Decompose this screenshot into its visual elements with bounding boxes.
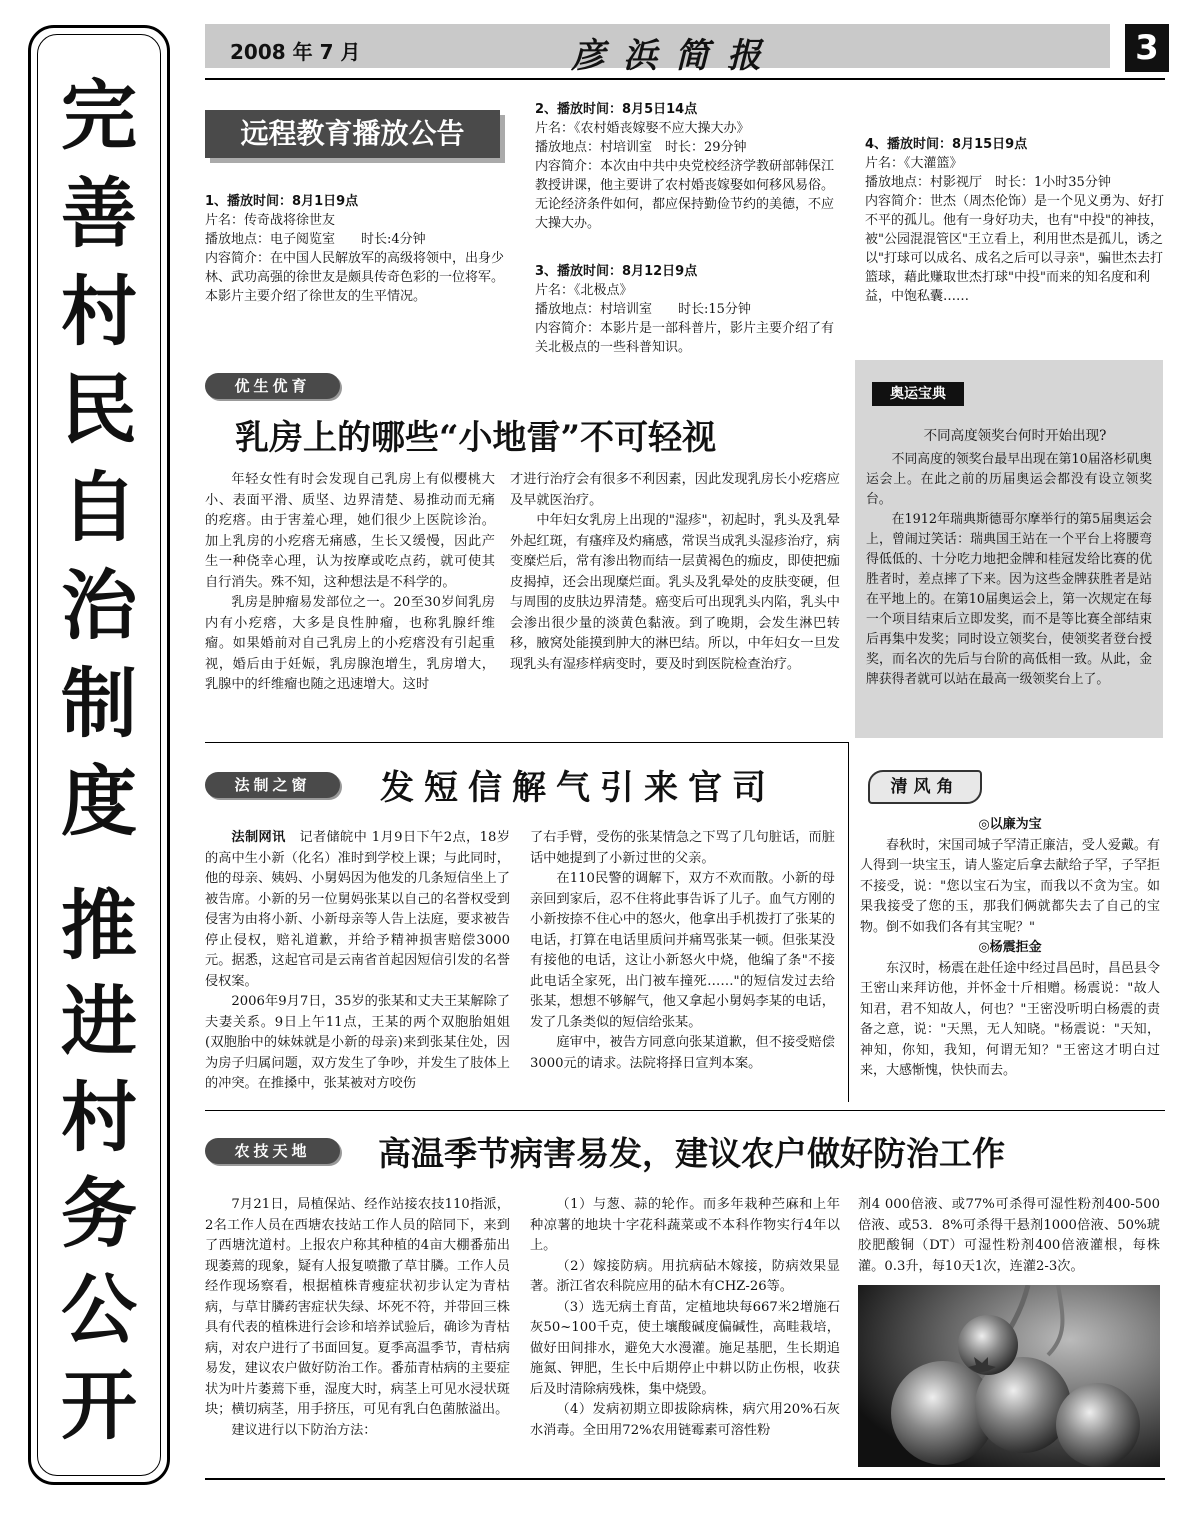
paragraph: 东汉时，杨震在赴任途中经过昌邑时，昌邑县令王密山来拜访他，并怀金十斤相赠。杨震说："故人知君，君不知故人，何也？"王密没听明白杨震的责备之意，说："天黑，无人知晓。"杨震说："天知，神知，你知，我知，何谓无知？"王密这才明白过来，大感惭愧，快快而去。 — [860, 960, 1160, 1078]
paragraph: （3）选无病土育苗，定植地块每667米2增施石灰50~100千克，使土壤酸碱度偏碱性，高畦栽培，做好田间排水，避免大水漫灌。施足基肥，生长期追施氮、钾肥，生长中后期停止中耕以防止伤根，收获后及时清除病残株，集中烧毁。 — [530, 1299, 840, 1397]
broadcast-film: 片名：传奇战将徐世友 — [205, 213, 336, 228]
paragraph: （4）发病初期立即拔除病株，病穴用20%石灰水消毒。全田用72%农用链霉素可溶性粉 — [530, 1402, 840, 1438]
broadcast-intro: 内容简介：世杰（周杰伦饰）是一个见义勇为、好打不平的孤儿。他有一身好功夫，也有"中投"的神技，被"公园混混管区"王立看上，利用世杰是孤儿，诱之以"打球可以成名、成名之后可以寻亲"，骗世杰去打篮球，藉此赚取世杰打球"中投"而来的知名度和利益，中饱私囊…… — [865, 194, 1165, 304]
paragraph: 在1912年瑞典斯德哥尔摩举行的第5届奥运会上，曾闹过笑话：瑞典国王站在一个平台上将腰弯得低低的、十分吃力地把金牌和桂冠发给比赛的优胜者时，差点摔了下来。因为这些金牌获胜者是站在平地上的。在第10届奥运会上，第一次规定在每一个项目结束后立即发奖，而不是等比赛全部结束后再集中发奖；同时设立领奖台，使领奖者登台授奖，而名次的先后与台阶的高低相一致。从此，金牌获得者就可以站在最高一级领奖台上了。 — [866, 512, 1152, 687]
story-title: ◎以廉为宝 — [978, 817, 1042, 832]
paragraph — [205, 828, 510, 992]
paragraph: 了右手臂，受伤的张某情急之下骂了几句脏话，而脏话中她提到了小新过世的父亲。 — [530, 830, 835, 866]
qingfeng-text — [860, 815, 1160, 1082]
paragraph: 2006年9月7日，35岁的张某和丈夫王某解除了夫妻关系。9日上午11点，王某的两个双胞胎姐姐(双胞胎中的妹妹就是小新的母亲)来到张某住处，因为房子归属问题，双方发生了争吵，并发生了肢体上的冲突。在推搡中，张某被对方咬伤 — [205, 994, 510, 1091]
qingfeng-tag: 清风角 — [868, 770, 982, 804]
side-slogan-char: 完 — [61, 71, 137, 160]
health-section-tag: 优生优育 — [205, 373, 340, 399]
side-slogan-char: 进 — [61, 977, 137, 1066]
broadcast-item-1 — [205, 192, 505, 306]
broadcast-film: 片名：《大灌篮》 — [865, 156, 963, 171]
broadcast-item-2 — [535, 100, 835, 233]
side-slogan-char: 务 — [61, 1169, 137, 1258]
agri-section-tag: 农技天地 — [205, 1138, 340, 1164]
bottom-rule — [205, 1478, 1165, 1480]
side-slogan-char: 民 — [61, 365, 137, 454]
law-lead-label: 法制网讯 — [231, 830, 286, 845]
broadcast-time: 3、播放时间：8月12日9点 — [535, 264, 698, 279]
agri-headline: 高温季节病害易发，建议农户做好防治工作 — [378, 1134, 1005, 1173]
section-divider — [205, 1110, 1165, 1111]
paragraph: 中年妇女乳房上出现的"湿疹"，初起时，乳头及乳晕外起红斑，有瘙痒及灼痛感，常误当成乳头湿疹治疗，病变糜烂后，常有渗出物而结一层黄褐色的痂皮，即使把痂皮揭掉，还会出现糜烂面。乳头及乳晕处的皮肤变硬，但与周围的皮肤边界清楚。癌变后可出现乳头内陷，乳头中会渗出很少量的淡黄色黏液。到了晚期，会发生淋巴转移，腋窝处能摸到肿大的淋巴结。所以，中年妇女一旦发现乳头有湿疹样病变时，要及时到医院检查治疗。 — [510, 513, 840, 672]
broadcast-place: 播放地点：电子阅览室 时长:4分钟 — [205, 232, 426, 247]
side-slogan-char: 自 — [61, 463, 137, 552]
paragraph: 才进行治疗会有很多不利因素，因此发现乳房长小疙瘩应及早就医治疗。 — [510, 472, 840, 508]
paragraph: （2）嫁接防病。用抗病砧木嫁接，防病效果显著。浙江省农科院应用的砧木有CHZ-26等。 — [530, 1258, 840, 1294]
broadcast-title: 远程教育播放公告 — [205, 110, 500, 158]
side-slogan-banner — [28, 25, 170, 1485]
broadcast-intro: 内容简介：本影片是一部科普片，影片主要介绍了有关北极点的一些科普知识。 — [535, 321, 835, 355]
law-column-1 — [205, 828, 510, 1095]
side-slogan-char: 村 — [61, 1073, 137, 1162]
side-slogan-char: 村 — [61, 267, 137, 356]
side-slogan-char: 制 — [61, 659, 137, 748]
health-column-1 — [205, 470, 495, 696]
paragraph: 建议进行以下防治方法： — [231, 1422, 377, 1438]
broadcast-item-3 — [535, 262, 835, 357]
broadcast-item-4 — [865, 135, 1165, 306]
story-title: ◎杨震拒金 — [978, 940, 1042, 955]
paragraph: 剂4 000倍液、或77%可杀得可湿性粉剂400-500倍液、或53．8%可杀得干悬剂1000倍液、50%琥胶肥酸铜（DT）可湿性粉剂400倍液灌根，每株灌。0.3升，每10天1次，连灌2-3次。 — [858, 1197, 1160, 1274]
issue-date: 2008 年 7 月 — [230, 40, 361, 64]
broadcast-intro: 内容简介：本次由中共中央党校经济学教研部韩保江教授讲课，他主要讲了农村婚丧嫁娶如何移风易俗。无论经济条件如何，都应保持勤俭节约的美德，不应大操大办。 — [535, 159, 835, 231]
paragraph: 年轻女性有时会发现自己乳房上有似樱桃大小、表面平滑、质坚、边界清楚、易推动而无痛的疙瘩。由于害羞心理，她们很少上医院诊治。加上乳房的小疙瘩无痛感，生长又缓慢，因此产生一种侥幸心理，认为按摩或吃点药，就可使其自行消失。殊不知，这种想法是不科学的。 — [205, 472, 495, 590]
broadcast-place: 播放地点：村影视厅 时长：1小时35分钟 — [865, 175, 1111, 190]
broadcast-film: 片名：《农村婚丧嫁娶不应大操大办》 — [535, 121, 750, 136]
broadcast-place: 播放地点：村培训室 时长:15分钟 — [535, 302, 751, 317]
column-divider — [848, 742, 849, 1102]
paragraph: 在110民警的调解下，双方不欢而散。小新的母亲回到家后，忍不住将此事告诉了儿子。血气方刚的小新按捺不住心中的怒火，他拿出手机拨打了张某的电话，打算在电话里质问并痛骂张某一顿。但张某没有接他的电话，这让小新怒火中烧，他编了条"不接此电话全家死，出门被车撞死……"的短信发过去给张某，想想不够解气，他又拿起小舅妈李某的电话，发了几条类似的短信给张某。 — [530, 871, 835, 1030]
side-slogan-char: 善 — [61, 169, 137, 258]
broadcast-intro: 内容简介：在中国人民解放军的高级将领中，出身少林、武功高强的徐世友是颇具传奇色彩的一位将军。本影片主要介绍了徐世友的生平情况。 — [205, 251, 505, 304]
broadcast-time: 4、播放时间：8月15日9点 — [865, 137, 1028, 152]
olympic-tag: 奥运宝典 — [872, 382, 964, 406]
paragraph: 7月21日，局植保站、经作站接农技110指派，2名工作人员在西塘农技站工作人员的陪同下，来到了西塘沈道村。上报农户称其种植的4亩大棚番茄出现萎蔫的现象，疑有人报复喷撒了草甘膦。工作人员经作现场察看，根据植株青瘦症状初步认定为青枯病，与草甘膦药害症状失绿、坏死不符，并带回三株具有代表的植株进行会诊和培养试验后，确诊为青枯病，对农户进行了书面回复。夏季高温季节，青枯病易发，建议农户做好防治工作。番茄青枯病的主要症状为叶片萎蔫下垂，湿度大时，病茎上可见水浸状斑块；横切病茎，用手挤压，可见有乳白色菌脓溢出。 — [205, 1197, 510, 1417]
tomato-photo — [858, 1285, 1160, 1467]
section-divider — [205, 742, 848, 743]
broadcast-place: 播放地点：村培训室 时长：29分钟 — [535, 140, 747, 155]
masthead-rule — [205, 78, 1165, 80]
paragraph: 不同高度的领奖台最早出现在第10届洛杉矶奥运会上。在此之前的历届奥运会都没有设立领奖台。 — [866, 452, 1152, 507]
side-slogan-char: 治 — [61, 561, 137, 650]
side-slogan-char: 推 — [61, 881, 137, 970]
law-lead-text: 记者储皖中 1月9日下午2点，18岁的高中生小新（化名）准时到学校上课；与此同时，他的母亲、姨妈、小舅妈因为他发的几条短信坐上了被告席。小新的另一位舅妈张某以自己的名誉权受到侵害为由将小新、小新母亲等人告上法庭，要求被告停止侵权，赔礼道歉，并给予精神损害赔偿3000元。据悉，这起官司是云南省首起因短信引发的名誉侵权案。 — [205, 830, 511, 989]
agri-column-2 — [530, 1195, 840, 1441]
side-slogan-char: 度 — [61, 757, 137, 846]
paragraph: 乳房是肿瘤易发部位之一。20至30岁间乳房内有小疙瘩，大多是良性肿瘤，也称乳腺纤维瘤。如果婚前对自己乳房上的小疙瘩没有引起重视，婚后由于妊娠，乳房腺泡增生，乳房增大，乳腺中的纤维瘤也随之迅速增大。这时 — [205, 595, 495, 692]
paper-name: 彦浜简报 — [571, 36, 779, 76]
side-slogan-char: 公 — [61, 1265, 137, 1354]
broadcast-time: 1、播放时间：8月1日9点 — [205, 194, 359, 209]
agri-column-3 — [858, 1195, 1160, 1277]
broadcast-film: 片名：《北极点》 — [535, 283, 633, 298]
olympic-question: 不同高度领奖台何时开始出现? — [923, 428, 1107, 444]
broadcast-time: 2、播放时间：8月5日14点 — [535, 102, 698, 117]
page-number: 3 — [1125, 24, 1169, 72]
paragraph: 庭审中，被告方同意向张某道歉，但不接受赔偿3000元的请求。法院将择日宣判本案。 — [530, 1035, 835, 1071]
law-section-tag: 法制之窗 — [205, 772, 340, 798]
law-column-2 — [530, 828, 835, 1074]
side-slogan-char: 开 — [61, 1361, 137, 1450]
agri-column-1 — [205, 1195, 510, 1441]
health-column-2 — [510, 470, 840, 675]
olympic-text — [866, 450, 1152, 690]
law-headline: 发短信解气引来官司 — [380, 768, 776, 808]
paragraph: 春秋时，宋国司城子罕清正廉洁，受人爱戴。有人得到一块宝玉，请人鉴定后拿去献给子罕，子罕拒不接受，说："您以宝石为宝，而我以不贪为宝。如果我接受了您的玉，那我们俩就都失去了自己的宝物。倒不如我们各有其宝呢？" — [860, 837, 1160, 935]
paragraph: （1）与葱、蒜的轮作。而多年栽种苎麻和上年种凉薯的地块十字花科蔬菜或不本科作物实行4年以上。 — [530, 1197, 840, 1253]
health-headline: 乳房上的哪些“小地雷”不可轻视 — [235, 418, 717, 458]
